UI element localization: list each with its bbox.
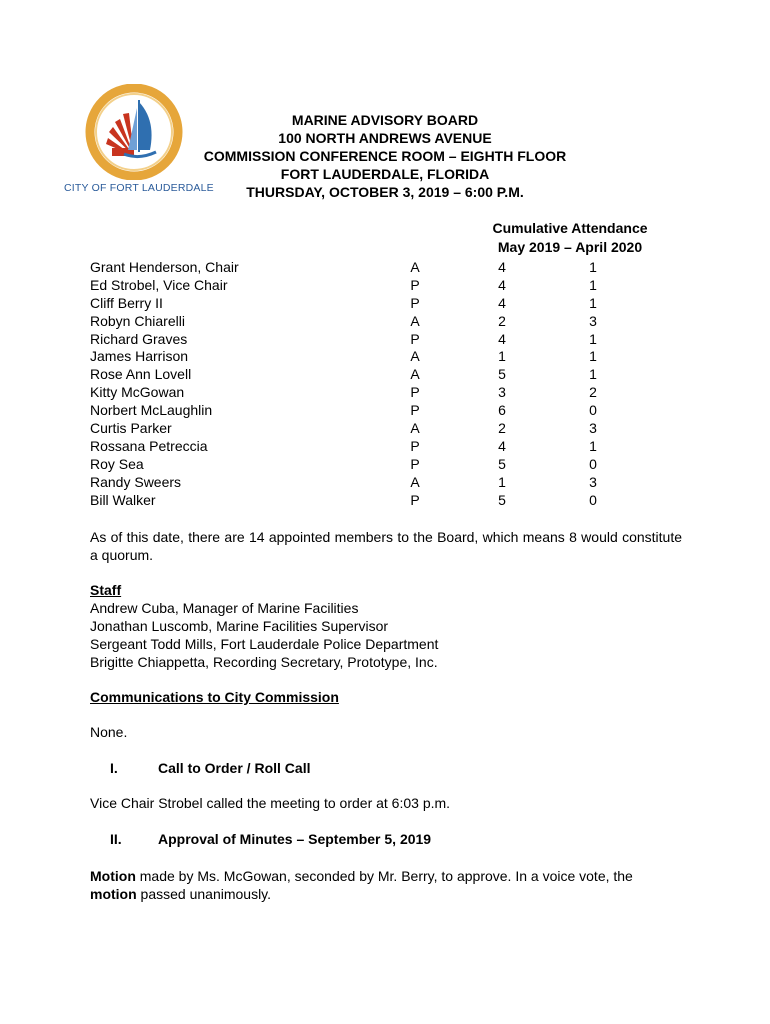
logo-caption: CITY OF FORT LAUDERDALE [64, 182, 214, 194]
attendance-status: P [410, 455, 420, 472]
attendance-status: P [410, 384, 420, 401]
attendance-title: Cumulative Attendance [492, 220, 648, 236]
attendance-status: P [410, 276, 420, 293]
cumulative-present: 6 [498, 402, 506, 419]
member-name: Grant Henderson, Chair [90, 259, 239, 275]
section-title: Call to Order / Roll Call [158, 760, 311, 776]
cumulative-absent: 1 [589, 259, 597, 275]
cumulative-absent: 1 [589, 276, 597, 293]
header-line-date: THURSDAY, OCTOBER 3, 2019 – 6:00 P.M. [246, 184, 524, 200]
section-number: I. [110, 760, 118, 776]
cumulative-absent: 1 [589, 294, 597, 311]
section-call-to-order [90, 759, 682, 777]
attendance-status: P [410, 402, 420, 419]
attendance-row [90, 277, 650, 295]
attendance-row [90, 313, 650, 331]
cumulative-present: 4 [498, 294, 506, 311]
attendance-row [90, 474, 650, 492]
section-number: II. [110, 831, 122, 847]
staff-member: Jonathan Luscomb, Marine Facilities Supervisor [90, 618, 389, 634]
call-to-order-text: Vice Chair Strobel called the meeting to order at 6:03 p.m. [90, 795, 451, 811]
section-title: Approval of Minutes – September 5, 2019 [158, 831, 432, 847]
cumulative-present: 5 [498, 455, 506, 472]
member-name: James Harrison [90, 348, 189, 365]
member-name: Curtis Parker [90, 420, 172, 437]
cumulative-absent: 1 [589, 437, 597, 454]
member-name: Robyn Chiarelli [90, 312, 185, 329]
member-name: Rossana Petreccia [90, 437, 208, 454]
attendance-row [90, 295, 650, 313]
communications-body: None. [90, 724, 128, 740]
attendance-roster [90, 259, 650, 509]
attendance-row [90, 384, 650, 402]
header-line-city: FORT LAUDERDALE, FLORIDA [280, 166, 490, 182]
cumulative-present: 2 [498, 312, 506, 329]
attendance-heading [470, 219, 670, 257]
attendance-status: A [410, 366, 420, 383]
attendance-row [90, 420, 650, 438]
cumulative-present: 3 [498, 384, 506, 401]
cumulative-absent: 1 [589, 348, 597, 365]
cumulative-absent: 3 [589, 473, 597, 490]
member-name: Ed Strobel, Vice Chair [90, 276, 228, 293]
motion-text: made by Ms. McGowan, seconded by Mr. Berry, to approve. In a voice vote, the [135, 868, 633, 884]
member-name: Cliff Berry II [90, 294, 163, 311]
cumulative-present: 1 [498, 348, 506, 365]
staff-member: Andrew Cuba, Manager of Marine Facilities [90, 600, 359, 616]
attendance-status: P [410, 437, 420, 454]
header-line-board: MARINE ADVISORY BOARD [291, 112, 479, 128]
cumulative-absent: 1 [589, 330, 597, 347]
cumulative-absent: 0 [589, 455, 597, 472]
motion-label: Motion [90, 868, 136, 884]
cumulative-present: 4 [498, 276, 506, 293]
cumulative-present: 4 [498, 330, 506, 347]
cumulative-present: 4 [498, 259, 506, 275]
staff-block [90, 581, 682, 671]
attendance-status: A [410, 420, 420, 437]
attendance-status: P [410, 491, 420, 508]
cumulative-present: 4 [498, 437, 506, 454]
staff-member: Sergeant Todd Mills, Fort Lauderdale Police Department [90, 636, 439, 652]
quorum-statement: As of this date, there are 14 appointed members to the Board, which means 8 would constitute a quorum. [90, 529, 682, 563]
attendance-row [90, 366, 650, 384]
attendance-row [90, 438, 650, 456]
cumulative-present: 5 [498, 491, 506, 508]
attendance-row [90, 331, 650, 349]
attendance-status: A [410, 259, 420, 275]
cumulative-present: 1 [498, 473, 506, 490]
cumulative-absent: 3 [589, 312, 597, 329]
meeting-header [150, 111, 620, 201]
attendance-status: P [410, 330, 420, 347]
attendance-status: A [410, 348, 420, 365]
attendance-row [90, 456, 650, 474]
cumulative-absent: 0 [589, 491, 597, 508]
section-approval-minutes [90, 830, 682, 848]
attendance-row [90, 402, 650, 420]
header-line-address: 100 NORTH ANDREWS AVENUE [278, 130, 492, 146]
member-name: Roy Sea [90, 455, 144, 472]
cumulative-absent: 3 [589, 420, 597, 437]
motion-label-2: motion [90, 886, 137, 902]
motion-paragraph [90, 867, 682, 903]
attendance-row [90, 259, 650, 277]
member-name: Kitty McGowan [90, 384, 185, 401]
cumulative-present: 5 [498, 366, 506, 383]
cumulative-present: 2 [498, 420, 506, 437]
member-name: Richard Graves [90, 330, 188, 347]
attendance-row [90, 348, 650, 366]
member-name: Norbert McLaughlin [90, 402, 213, 419]
attendance-status: P [410, 294, 420, 311]
member-name: Rose Ann Lovell [90, 366, 192, 383]
header-line-room: COMMISSION CONFERENCE ROOM – EIGHTH FLOOR [203, 148, 567, 164]
cumulative-absent: 0 [589, 402, 597, 419]
staff-heading: Staff [90, 582, 122, 598]
member-name: Randy Sweers [90, 473, 182, 490]
attendance-row [90, 492, 650, 510]
cumulative-absent: 2 [589, 384, 597, 401]
attendance-status: A [410, 473, 420, 490]
motion-result: passed unanimously. [136, 886, 272, 902]
staff-member: Brigitte Chiappetta, Recording Secretary, Prototype, Inc. [90, 654, 438, 670]
attendance-status: A [410, 312, 420, 329]
cumulative-absent: 1 [589, 366, 597, 383]
communications-heading: Communications to City Commission [90, 689, 339, 705]
member-name: Bill Walker [90, 491, 156, 508]
attendance-period: May 2019 – April 2020 [497, 239, 643, 255]
